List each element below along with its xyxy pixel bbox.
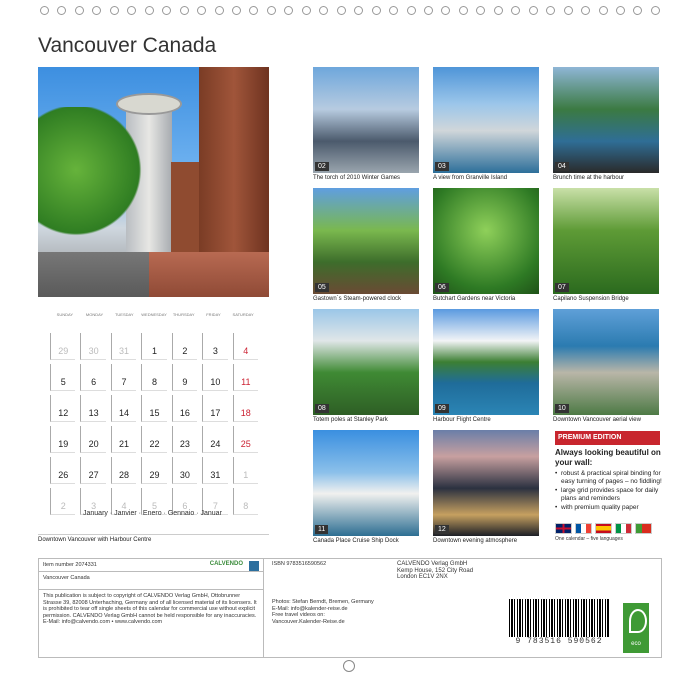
thumbnail-photo (433, 309, 539, 415)
item-number: Item number 2074331 (43, 562, 97, 568)
month-number: 06 (435, 283, 449, 292)
thumbnail-caption: Downtown Vancouver aerial view (553, 417, 641, 423)
spiral-ring-icon (476, 6, 485, 15)
day-header: FRIDAY (206, 312, 221, 317)
date-cell: 13 (80, 395, 105, 422)
date-cell: 30 (172, 457, 197, 484)
date-cell: 4 (111, 488, 136, 515)
day-header: SATURDAY (232, 312, 254, 317)
date-cell: 6 (172, 488, 197, 515)
spiral-ring-icon (546, 6, 555, 15)
premium-bullet: • large grid provides space for daily plans and reminders (555, 487, 667, 503)
thumbnail-photo (553, 67, 659, 173)
credit-line: Free travel videos on: (272, 612, 325, 618)
date-cell: 12 (50, 395, 75, 422)
date-cell: 4 (233, 333, 258, 360)
date-cell: 19 (50, 426, 75, 453)
premium-bullets (555, 470, 667, 513)
spiral-ring-icon (372, 6, 381, 15)
date-cell: 16 (172, 395, 197, 422)
spiral-ring-icon (284, 6, 293, 15)
date-cell: 7 (202, 488, 227, 515)
premium-bullet: • with premium quality paper (555, 504, 667, 512)
date-cell: 3 (80, 488, 105, 515)
thumbnail-caption: Capilano Suspension Bridge (553, 296, 629, 302)
spiral-ring-icon (529, 6, 538, 15)
spiral-ring-icon (40, 6, 49, 15)
date-cell: 6 (80, 364, 105, 391)
publisher-line: London EC1V 2NX (397, 574, 448, 580)
main-caption: Downtown Vancouver with Harbour Centre (38, 537, 152, 543)
spiral-ring-icon (633, 6, 642, 15)
product-name: Vancouver Canada (43, 575, 90, 581)
uk-flag-icon (555, 523, 572, 534)
thumbnail-caption: A view from Granville Island (433, 175, 508, 181)
day-header: SUNDAY (56, 312, 74, 317)
barcode (509, 599, 609, 655)
thumbnail-caption: Brunch time at the harbour (553, 175, 625, 181)
spiral-binding (40, 0, 660, 20)
isbn: ISBN 9783516590562 (272, 561, 327, 567)
date-cell: 29 (50, 333, 75, 360)
date-cell: 30 (80, 333, 105, 360)
day-headers (50, 312, 258, 326)
spiral-ring-icon (127, 6, 136, 15)
date-cell: 2 (172, 333, 197, 360)
date-cell: 11 (233, 364, 258, 391)
thumbnail-photo (553, 188, 659, 294)
date-cell: 2 (50, 488, 75, 515)
thumbnail-photo (433, 67, 539, 173)
barcode-number: 9 783516 590562 (515, 637, 603, 646)
premium-headline: Always looking beautiful on your wall: (555, 448, 661, 467)
spiral-ring-icon (75, 6, 84, 15)
thumbnail-photo (553, 309, 659, 415)
spiral-ring-icon (511, 6, 520, 15)
eco-leaf-icon: eco (623, 603, 649, 653)
date-cell: 8 (233, 488, 258, 515)
credit-line: E-Mail: info@kalender-reise.de (272, 605, 348, 612)
credit-line: Photos: Stefan Berndt, Bremen, Germany (272, 599, 374, 605)
date-cell: 9 (172, 364, 197, 391)
footer-left (39, 559, 264, 657)
spiral-ring-icon (145, 6, 154, 15)
thumbnail-caption: Canada Place Cruise Ship Dock (313, 538, 399, 544)
date-cell: 20 (80, 426, 105, 453)
date-cell: 1 (233, 457, 258, 484)
month-number: 03 (435, 162, 449, 171)
publisher-line: CALVENDO Verlag GmbH (397, 561, 468, 567)
spiral-ring-icon (215, 6, 224, 15)
item-number-row (39, 559, 263, 572)
thumbnail-photo (313, 188, 419, 294)
spiral-ring-icon (180, 6, 189, 15)
month-number: 11 (315, 525, 328, 534)
thumbnail-caption: Gastown´s Steam-powered clock (313, 296, 402, 302)
month-number: 05 (315, 283, 329, 292)
calvendo-logo: CALVENDO (209, 561, 243, 567)
date-cell: 10 (202, 364, 227, 391)
calendar-grid (38, 300, 269, 535)
spiral-ring-icon (389, 6, 398, 15)
spiral-ring-icon (494, 6, 503, 15)
spiral-ring-icon (424, 6, 433, 15)
germany-flag-icon (635, 523, 652, 534)
thumbnail-photo (313, 309, 419, 415)
month-number: 09 (435, 404, 449, 413)
credits (272, 599, 374, 625)
language-flags (555, 523, 652, 534)
date-cell: 22 (141, 426, 166, 453)
date-cell: 28 (111, 457, 136, 484)
france-flag-icon (575, 523, 592, 534)
thumbnail-caption: Totem poles at Stanley Park (313, 417, 388, 423)
footer (38, 558, 662, 658)
spiral-ring-icon (337, 6, 346, 15)
flags-note: One calendar – five languages (555, 536, 623, 542)
thumbnail-caption: Harbour Flight Centre (433, 417, 491, 423)
date-cell: 18 (233, 395, 258, 422)
month-label: January · Janvier · Enero · Gennaio · Januar (83, 510, 222, 517)
spain-flag-icon (595, 523, 612, 534)
date-cell: 3 (202, 333, 227, 360)
date-cell: 29 (141, 457, 166, 484)
calvendo-logo-icon (249, 561, 259, 571)
premium-bullet: • robust & practical spiral binding for easy turning of pages – no fiddling! (555, 470, 667, 486)
month-number: 07 (555, 283, 569, 292)
date-cell: 23 (172, 426, 197, 453)
thumbnail-photo (313, 67, 419, 173)
date-cell: 8 (141, 364, 166, 391)
date-cell: 27 (80, 457, 105, 484)
main-photo (38, 67, 269, 297)
spiral-ring-icon (651, 6, 660, 15)
italy-flag-icon (615, 523, 632, 534)
spiral-ring-icon (354, 6, 363, 15)
spiral-ring-icon (267, 6, 276, 15)
date-cell: 31 (202, 457, 227, 484)
month-number: 10 (555, 404, 569, 413)
legal-text: This publication is subject to copyright of CALVENDO Verlag GmbH, Ottobrunner Strasse 39, 82008 Unterhaching, Germany and of all licensed material of its licensers. It is prohibited to tear off single sheets of this calendar for commercial use without explicit permission. CALVENDO Verlag GmbH cannot be held responsible for any inaccuracies. E-Mail: info@calvendo.com • www.calvendo.com (43, 593, 257, 625)
spiral-ring-icon (407, 6, 416, 15)
day-header: THURSDAY (172, 312, 195, 317)
spiral-ring-icon (110, 6, 119, 15)
publisher-line: Kemp House, 152 City Road (397, 567, 474, 574)
thumbnail-photo (433, 430, 539, 536)
spiral-ring-icon (92, 6, 101, 15)
brick-sidewalk (149, 252, 269, 297)
spiral-ring-icon (459, 6, 468, 15)
spiral-ring-icon (197, 6, 206, 15)
premium-badge: PREMIUM EDITION (555, 431, 660, 445)
spiral-ring-icon (302, 6, 311, 15)
date-cells (50, 333, 258, 515)
product-row (39, 572, 263, 590)
spiral-ring-icon (232, 6, 241, 15)
date-cell: 24 (202, 426, 227, 453)
spiral-ring-icon (581, 6, 590, 15)
date-cell: 15 (141, 395, 166, 422)
spiral-ring-icon (319, 6, 328, 15)
thumbnail-photo (313, 430, 419, 536)
publisher-address (397, 561, 473, 581)
date-cell: 25 (233, 426, 258, 453)
date-cell: 17 (202, 395, 227, 422)
spiral-ring-icon (162, 6, 171, 15)
month-number: 02 (315, 162, 329, 171)
date-cell: 31 (111, 333, 136, 360)
date-cell: 5 (50, 364, 75, 391)
date-cell: 14 (111, 395, 136, 422)
date-cell: 7 (111, 364, 136, 391)
month-number: 08 (315, 404, 329, 413)
spiral-ring-icon (564, 6, 573, 15)
spiral-ring-icon (599, 6, 608, 15)
thumbnail-caption: Downtown evening atmosphere (433, 538, 518, 544)
credit-line: Vancouver.Kalender-Reise.de (272, 618, 345, 625)
thumbnail-caption: The torch of 2010 Winter Games (313, 175, 401, 181)
date-cell: 26 (50, 457, 75, 484)
barcode-bars (509, 599, 609, 637)
date-cell: 1 (141, 333, 166, 360)
day-header: TUESDAY (114, 312, 134, 317)
date-cell: 5 (141, 488, 166, 515)
hanging-hole-icon (343, 660, 355, 672)
date-cell: 21 (111, 426, 136, 453)
day-header: WEDNESDAY (141, 312, 167, 317)
spiral-ring-icon (57, 6, 66, 15)
spiral-ring-icon (616, 6, 625, 15)
thumbnail-caption: Butchart Gardens near Victoria (433, 296, 516, 302)
month-number: 04 (555, 162, 569, 171)
page-title: Vancouver Canada (38, 34, 217, 57)
spiral-ring-icon (249, 6, 258, 15)
street-tree (38, 107, 148, 247)
day-header: MONDAY (85, 312, 104, 317)
spiral-ring-icon (441, 6, 450, 15)
month-number: 12 (435, 525, 449, 534)
thumbnail-photo (433, 188, 539, 294)
